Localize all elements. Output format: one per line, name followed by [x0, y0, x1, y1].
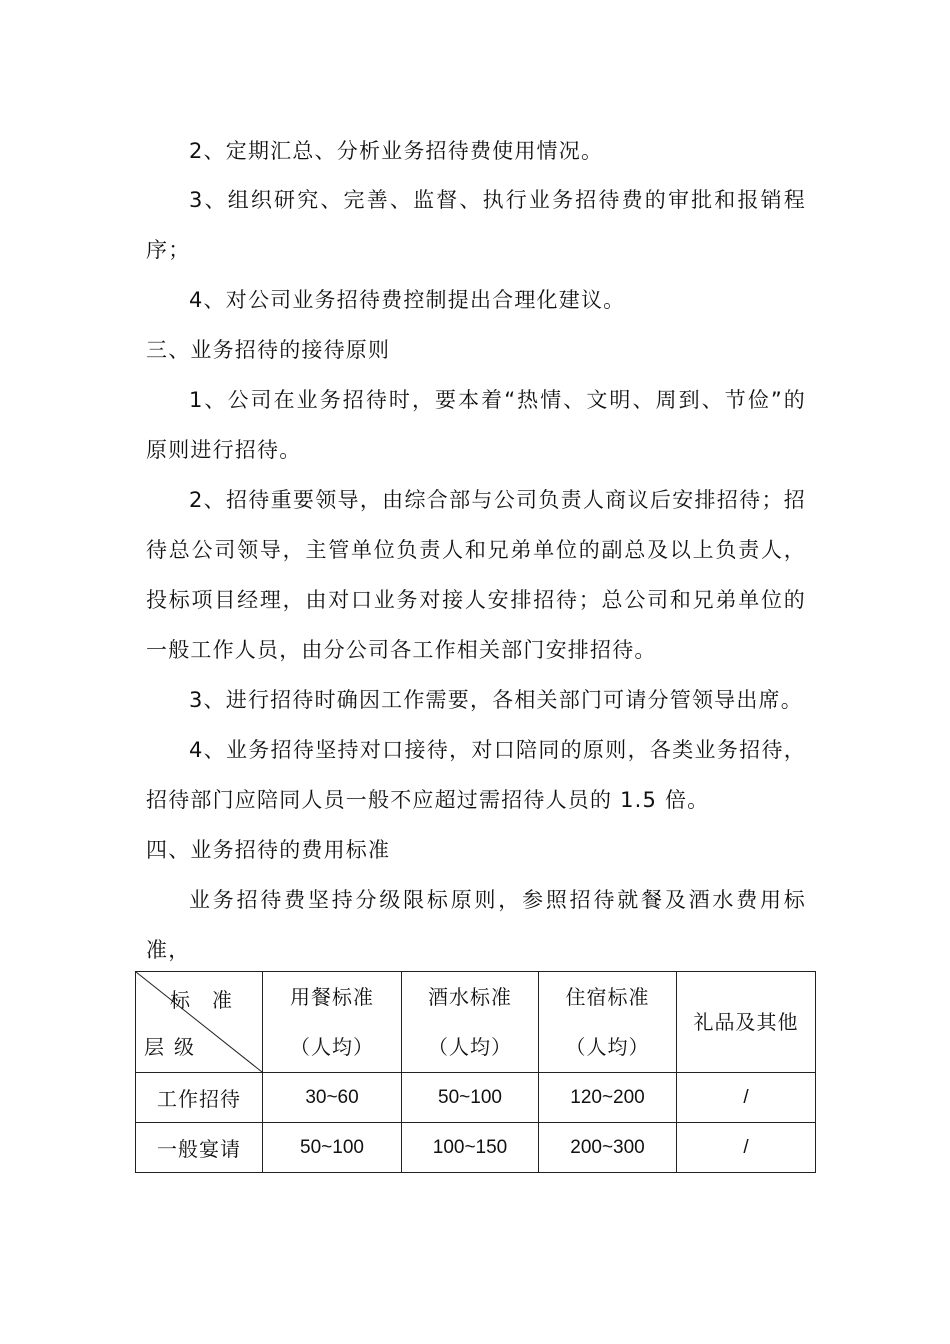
principle-1-line2: 原则进行招待。 [146, 438, 302, 462]
row-gift: / [677, 1123, 816, 1173]
row-level: 工作招待 [136, 1073, 263, 1123]
table-row [136, 1123, 816, 1173]
principle-4-line1: 4、业务招待坚持对口接待，对口陪同的原则，各类业务招待， [189, 738, 806, 762]
header-meal-label: 用餐标准 [290, 985, 374, 1009]
principle-1-line1: 1、公司在业务招待时，要本着“热情、文明、周到、节俭”的 [189, 388, 806, 412]
table-header-row [136, 972, 816, 1073]
table-row [136, 1073, 816, 1123]
header-drink-label: 酒水标准 [428, 985, 512, 1009]
principle-2-line1: 2、招待重要领导，由综合部与公司负责人商议后安排招待；招 [189, 488, 806, 512]
paragraph-item-4: 4、对公司业务招待费控制提出合理化建议。 [189, 288, 626, 312]
row-lodging: 120~200 [539, 1073, 677, 1123]
row-lodging: 200~300 [539, 1123, 677, 1173]
row-level: 一般宴请 [136, 1123, 263, 1173]
principle-2-line4: 一般工作人员，由分公司各工作相关部门安排招待。 [146, 638, 657, 662]
fee-intro-line2: 准， [146, 938, 191, 962]
corner-label-level: 层级 [144, 1035, 204, 1059]
row-meal: 50~100 [263, 1123, 402, 1173]
paragraph-item-2: 2、定期汇总、分析业务招待费使用情况。 [189, 139, 604, 163]
fee-intro-line1: 业务招待费坚持分级限标原则，参照招待就餐及酒水费用标 [189, 888, 806, 912]
fee-standard-table [135, 971, 816, 1173]
principle-2-line3: 投标项目经理，由对口业务对接人安排招待；总公司和兄弟单位的 [146, 588, 806, 612]
section-heading-3: 三、业务招待的接待原则 [146, 338, 391, 362]
corner-label-standard: 标准 [170, 988, 254, 1012]
header-drink [402, 972, 539, 1073]
row-drink: 100~150 [402, 1123, 539, 1173]
header-lodging [539, 972, 677, 1073]
header-lodging-unit: （人均） [565, 1035, 650, 1059]
row-drink: 50~100 [402, 1073, 539, 1123]
principle-2-line2: 待总公司领导，主管单位负责人和兄弟单位的副总及以上负责人， [146, 538, 806, 562]
row-gift: / [677, 1073, 816, 1123]
section-heading-4: 四、业务招待的费用标准 [146, 838, 391, 862]
header-meal [263, 972, 402, 1073]
paragraph-item-3-line2: 序； [146, 238, 191, 262]
paragraph-item-3-line1: 3、组织研究、完善、监督、执行业务招待费的审批和报销程 [189, 188, 806, 212]
header-gift-label: 礼品及其他 [693, 1010, 799, 1034]
row-meal: 30~60 [263, 1073, 402, 1123]
corner-header-cell [136, 972, 263, 1073]
header-drink-unit: （人均） [428, 1035, 512, 1059]
principle-4-line2: 招待部门应陪同人员一般不应超过需招待人员的 1.5 倍。 [146, 788, 710, 812]
header-lodging-label: 住宿标准 [565, 985, 650, 1009]
header-meal-unit: （人均） [290, 1035, 374, 1059]
principle-3: 3、进行招待时确因工作需要，各相关部门可请分管领导出席。 [189, 688, 803, 712]
header-gift [677, 972, 816, 1073]
